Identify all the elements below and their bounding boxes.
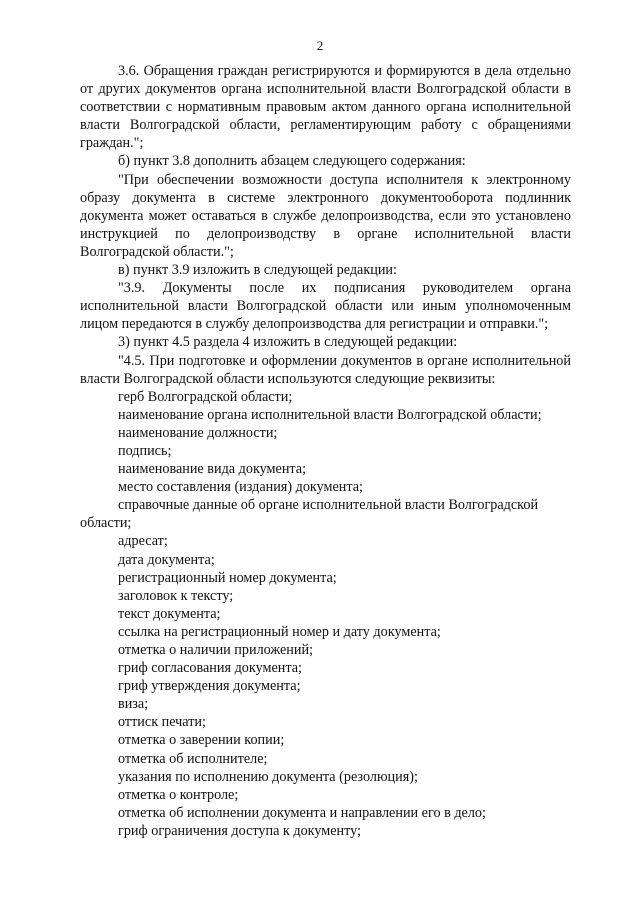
paragraph-3-6: 3.6. Обращения граждан регистрируются и формируются в дела отдельно от других документов органа исполнительной власти Волгоградской области в соответствии с нормативным правовым актом данного органа исполнительной власти Волгоградской области, регламентирующим работу с обращениями граждан.";	[80, 63, 571, 152]
list-item: указания по исполнению документа (резолюция);	[118, 768, 418, 785]
list-item: наименование должности;	[118, 424, 278, 441]
list-item: место составления (издания) документа;	[118, 479, 363, 496]
list-item: отметка об исполнителе;	[118, 750, 268, 767]
list-item: адресат;	[118, 533, 168, 550]
list-item: отметка о заверении копии;	[118, 732, 285, 749]
list-item: отметка о наличии приложений;	[118, 642, 314, 658]
list-item: отметка об исполнении документа и направлении его в дело;	[118, 804, 486, 821]
list-item: гриф утверждения документа;	[118, 678, 301, 695]
list-item: оттиск печати;	[118, 714, 206, 731]
paragraph-3-9: "3.9. Документы после их подписания руководителем органа исполнительной власти Волгоградской области или иным уполномоченным лицом передаются в службу делопроизводства для регистрации и отправки.";	[80, 280, 571, 333]
paragraph-3-8-addition: "При обеспечении возможности доступа исполнителя к электронному образу документа в системе электронного документооборота подлинник документа может оставаться в службе делопроизводства, если это установлено инструкцией по делопроизводству в органе исполнительной власти Волгоградской области.";	[80, 171, 571, 260]
list-item: подпись;	[118, 442, 172, 459]
page-number: 2	[316, 38, 324, 53]
list-item: виза;	[118, 696, 149, 713]
list-item: ссылка на регистрационный номер и дату документа;	[118, 623, 441, 640]
list-item: наименование вида документа;	[118, 461, 307, 478]
list-item: справочные данные об органе исполнительной власти Волгоградской области;	[80, 497, 539, 532]
list-item: регистрационный номер документа;	[118, 569, 337, 586]
list-item: отметка о контроле;	[118, 786, 239, 803]
list-item: герб Волгоградской области;	[118, 388, 293, 405]
paragraph-amend-v: в) пункт 3.9 изложить в следующей редакции:	[118, 262, 397, 279]
requisites-list	[80, 388, 571, 840]
paragraph-amend-b: б) пункт 3.8 дополнить абзацем следующего содержания:	[118, 153, 466, 170]
list-item: заголовок к тексту;	[118, 587, 234, 604]
paragraph-4-5: "4.5. При подготовке и оформлении документов в органе исполнительной власти Волгоградской области используются следующие реквизиты:	[80, 352, 571, 387]
list-item: дата документа;	[118, 551, 215, 568]
list-item: наименование органа исполнительной власти Волгоградской области;	[118, 406, 542, 423]
paragraph-amend-3: 3) пункт 4.5 раздела 4 изложить в следующей редакции:	[118, 334, 458, 351]
document-body	[80, 62, 571, 840]
list-item: текст документа;	[118, 605, 221, 622]
list-item: гриф согласования документа;	[118, 660, 302, 677]
list-item: гриф ограничения доступа к документу;	[118, 822, 362, 839]
